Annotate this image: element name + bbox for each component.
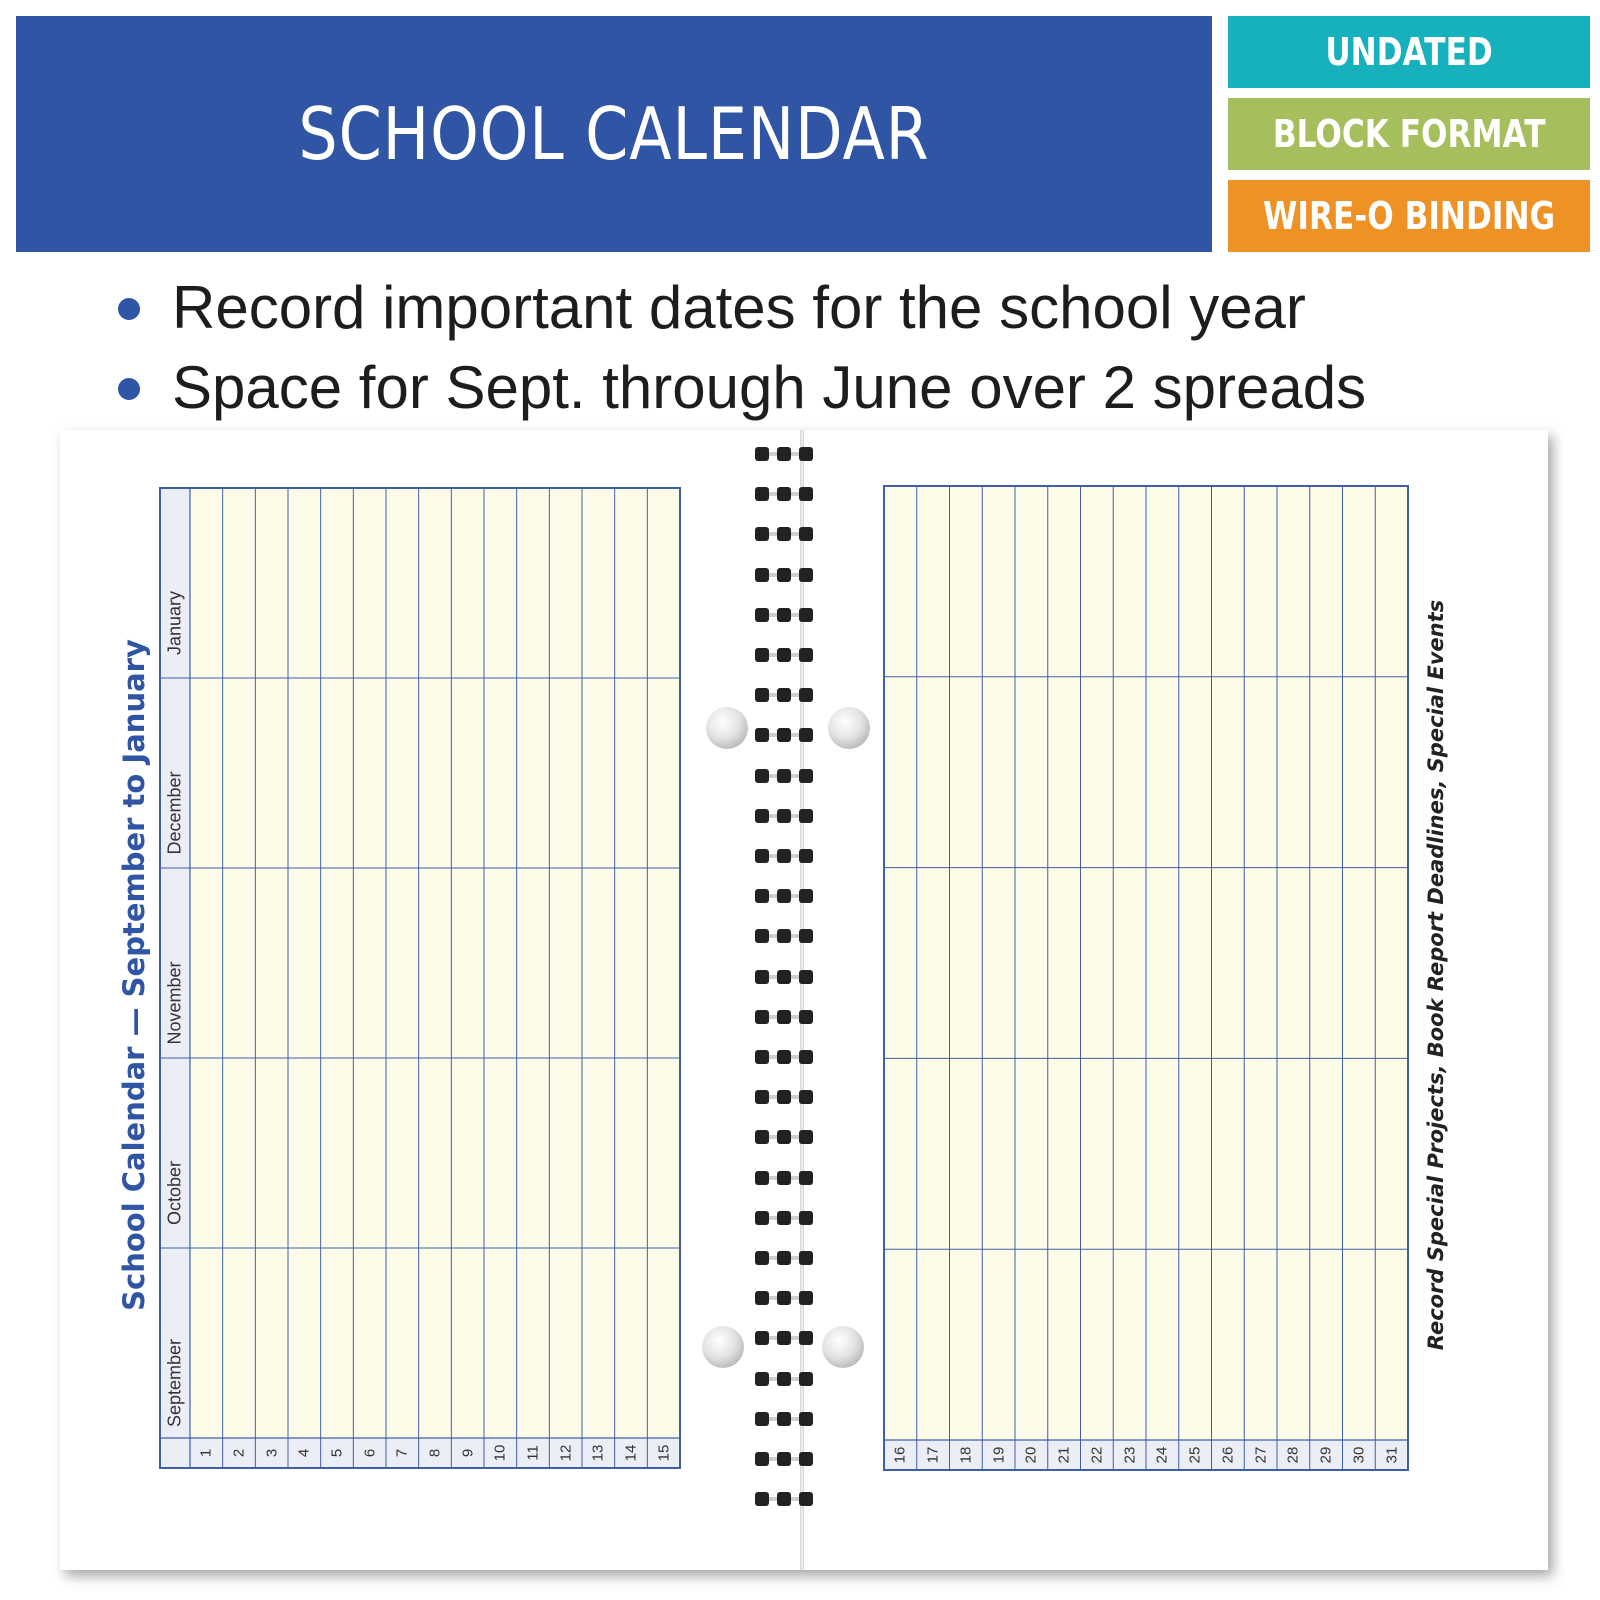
day-label: 2: [230, 1448, 248, 1458]
binding-coil-icon: [755, 608, 813, 622]
left-page-side-title: School Calendar — September to January: [117, 639, 151, 1311]
day-label: 20: [1022, 1446, 1040, 1464]
day-label: 19: [990, 1446, 1008, 1464]
day-label: 21: [1055, 1446, 1073, 1464]
binding-coil-icon: [755, 1050, 813, 1064]
day-label: 22: [1088, 1446, 1106, 1464]
banner-title: SCHOOL CALENDAR: [298, 92, 930, 176]
day-label: 6: [361, 1448, 379, 1458]
binding-coil-icon: [755, 889, 813, 903]
day-label: 12: [557, 1444, 575, 1462]
binding-coil-icon: [755, 568, 813, 582]
day-label: 11: [524, 1445, 542, 1461]
day-label: 15: [655, 1444, 673, 1462]
binding-coil-icon: [755, 1492, 813, 1506]
feature-item: Record important dates for the school year: [112, 268, 1366, 348]
binding-coil-icon: [755, 809, 813, 823]
tag-block-format: BLOCK FORMAT: [1228, 98, 1590, 170]
right-page-side-note: Record Special Projects, Book Report Deadlines, Special Events: [1424, 599, 1448, 1351]
day-label: 7: [393, 1448, 411, 1458]
day-label: 4: [295, 1448, 313, 1458]
binding-coil-icon: [755, 929, 813, 943]
tag-wire-o-binding: WIRE-O BINDING: [1228, 180, 1590, 252]
month-label: January: [164, 590, 185, 656]
day-label: 25: [1186, 1446, 1204, 1464]
day-label: 29: [1317, 1446, 1335, 1464]
binding-coil-icon: [755, 1452, 813, 1466]
day-label: 13: [589, 1444, 607, 1462]
day-label: 16: [891, 1446, 909, 1464]
binding-coil-icon: [755, 1171, 813, 1185]
day-label: 14: [622, 1444, 640, 1462]
day-label: 9: [459, 1448, 477, 1458]
binding-coil-icon: [755, 769, 813, 783]
day-label: 8: [426, 1448, 444, 1458]
binding-coil-icon: [755, 1211, 813, 1225]
feature-item: Space for Sept. through June over 2 spreads: [112, 348, 1366, 428]
binding-coil-icon: [755, 1010, 813, 1024]
binding-coil-icon: [755, 849, 813, 863]
binding-coil-icon: [755, 1251, 813, 1265]
binding-coil-icon: [755, 1412, 813, 1426]
day-label: 1: [197, 1448, 215, 1458]
binding-coil-icon: [755, 527, 813, 541]
day-label: 27: [1252, 1446, 1270, 1464]
binding-coil-icon: [755, 447, 813, 461]
day-label: 26: [1219, 1446, 1237, 1464]
month-label: December: [164, 771, 185, 855]
month-label: September: [164, 1338, 185, 1428]
day-label: 31: [1383, 1446, 1401, 1464]
day-label: 18: [957, 1446, 975, 1464]
binding-coil-icon: [755, 1331, 813, 1345]
day-label: 30: [1350, 1446, 1368, 1464]
day-label: 24: [1153, 1446, 1171, 1464]
binding-coil-icon: [755, 970, 813, 984]
month-label: October: [164, 1160, 185, 1226]
left-grid-background: [160, 488, 680, 1468]
binding-coil-icon: [755, 1090, 813, 1104]
binding-coil-icon: [755, 1130, 813, 1144]
binding-coil-icon: [755, 1372, 813, 1386]
month-label: November: [164, 961, 185, 1045]
day-label: 28: [1284, 1446, 1302, 1464]
punch-hole-icon: [706, 707, 748, 749]
day-label: 10: [491, 1444, 509, 1462]
binding-coil-icon: [755, 688, 813, 702]
binding-coil-icon: [755, 728, 813, 742]
tag-undated: UNDATED: [1228, 16, 1590, 88]
day-label: 5: [328, 1448, 346, 1458]
punch-hole-icon: [702, 1326, 744, 1368]
day-label: 17: [924, 1446, 942, 1464]
binding-coil-icon: [755, 487, 813, 501]
punch-hole-icon: [828, 707, 870, 749]
day-label: 23: [1121, 1446, 1139, 1464]
binding-coil-icon: [755, 648, 813, 662]
punch-hole-icon: [822, 1326, 864, 1368]
binding-coil-icon: [755, 1291, 813, 1305]
day-label: 3: [263, 1448, 281, 1458]
